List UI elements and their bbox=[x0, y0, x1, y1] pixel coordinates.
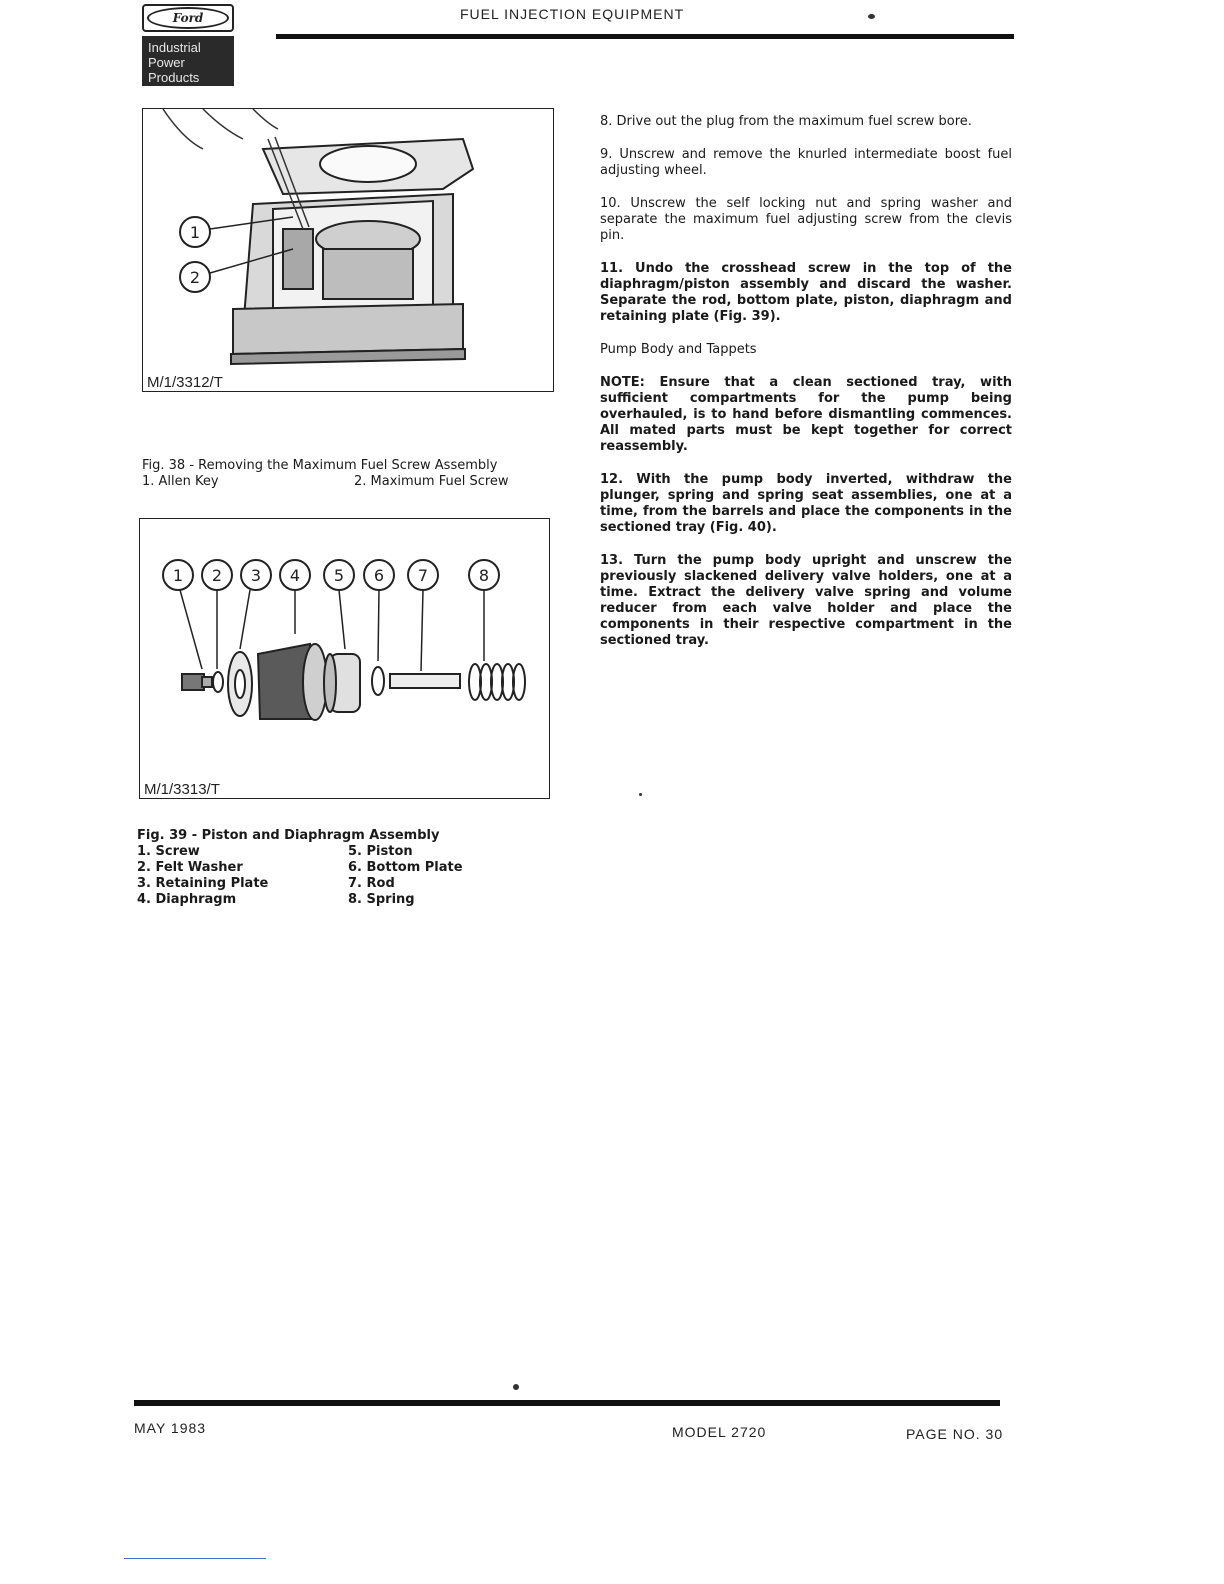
figure-39-callout-8: 8 bbox=[478, 566, 490, 585]
figure-39-callouts bbox=[163, 560, 499, 590]
figure-39-callout-2: 2 bbox=[211, 566, 223, 585]
scan-speck bbox=[639, 793, 642, 796]
figure-39-item-6: 6. Bottom Plate bbox=[348, 860, 463, 875]
bottom-rule-line bbox=[124, 1558, 266, 1559]
note-paragraph: NOTE: Ensure that a clean sectioned tray, with sufficient compartments for the pump being overhauled, is to hand before dismantling commences. All mated parts must be kept together for correct reassembly. bbox=[600, 375, 1012, 454]
ford-oval-emblem bbox=[142, 4, 234, 32]
figure-39-item-1: 1. Screw bbox=[137, 844, 200, 859]
ford-wordmark: Ford bbox=[147, 7, 229, 29]
figure-39-item-4: 4. Diaphragm bbox=[137, 892, 237, 907]
page-header-title: FUEL INJECTION EQUIPMENT bbox=[460, 6, 685, 22]
figure-38-drawing bbox=[143, 109, 552, 390]
figure-39-item-7: 7. Rod bbox=[348, 876, 395, 891]
figure-39-caption bbox=[137, 828, 497, 908]
figure-39-item-2: 2. Felt Washer bbox=[137, 860, 243, 875]
footer-rule bbox=[134, 1400, 1000, 1406]
figure-39-callout-3: 3 bbox=[250, 566, 262, 585]
figure-39-callout-5: 5 bbox=[333, 566, 345, 585]
figure-39-item-3: 3. Retaining Plate bbox=[137, 876, 269, 891]
figure-38-illustration bbox=[142, 108, 554, 392]
figure-39-item-5: 5. Piston bbox=[348, 844, 413, 859]
figure-38-callout-2: 2 bbox=[189, 268, 201, 287]
figure-39-illustration bbox=[139, 518, 550, 799]
figure-39-code: M/1/3313/T bbox=[144, 781, 220, 798]
scan-speck bbox=[513, 1384, 519, 1390]
step-12: 12. With the pump body inverted, withdraw the plunger, spring and spring seat assemblies, one at a time, from the barrels and place the components in the sectioned tray (Fig. 40). bbox=[600, 472, 1012, 535]
ford-logo bbox=[142, 4, 236, 84]
footer-page-number: PAGE NO. 30 bbox=[906, 1426, 1004, 1442]
figure-39-item-8: 8. Spring bbox=[348, 892, 415, 907]
figure-39-callout-6: 6 bbox=[373, 566, 385, 585]
step-10: 10. Unscrew the self locking nut and spring washer and separate the maximum fuel adjusting screw from the clevis pin. bbox=[600, 196, 1012, 243]
scan-speck bbox=[868, 14, 875, 19]
figure-39-caption-title: Fig. 39 - Piston and Diaphragm Assembly bbox=[137, 828, 440, 843]
section-heading-pump-body: Pump Body and Tappets bbox=[600, 342, 757, 357]
header-rule bbox=[276, 34, 1014, 39]
figure-38-code: M/1/3312/T bbox=[147, 374, 223, 391]
figure-38-caption bbox=[142, 458, 542, 490]
figure-38-caption-title: Fig. 38 - Removing the Maximum Fuel Screw Assembly bbox=[142, 458, 498, 473]
figure-39-drawing bbox=[140, 519, 548, 797]
figure-38-callout-1: 1 bbox=[189, 223, 201, 242]
footer-date: MAY 1983 bbox=[134, 1420, 207, 1436]
badge-line-2: Power bbox=[148, 55, 185, 70]
footer-model: MODEL 2720 bbox=[672, 1424, 767, 1440]
industrial-power-products-badge bbox=[142, 36, 234, 86]
badge-line-1: Industrial bbox=[148, 40, 201, 55]
step-13: 13. Turn the pump body upright and unscrew the previously slackened delivery valve holders, one at a time. Extract the delivery valve spring and volume reducer from each valve holder and place the components in their respective compartment in the sectioned tray. bbox=[600, 553, 1012, 648]
figure-38-item-1: 1. Allen Key bbox=[142, 474, 219, 489]
step-8: 8. Drive out the plug from the maximum fuel screw bore. bbox=[600, 114, 972, 129]
figure-39-callout-1: 1 bbox=[172, 566, 184, 585]
figure-39-callout-4: 4 bbox=[289, 566, 301, 585]
step-11: 11. Undo the crosshead screw in the top of the diaphragm/piston assembly and discard the washer. Separate the rod, bottom plate, piston, diaphragm and retaining plate (Fig. 39). bbox=[600, 261, 1012, 324]
step-9: 9. Unscrew and remove the knurled intermediate boost fuel adjusting wheel. bbox=[600, 147, 1012, 178]
figure-38-item-2: 2. Maximum Fuel Screw bbox=[354, 474, 509, 489]
figure-39-callout-7: 7 bbox=[417, 566, 429, 585]
badge-line-3: Products bbox=[148, 70, 200, 85]
procedure-text-column bbox=[600, 114, 1012, 666]
